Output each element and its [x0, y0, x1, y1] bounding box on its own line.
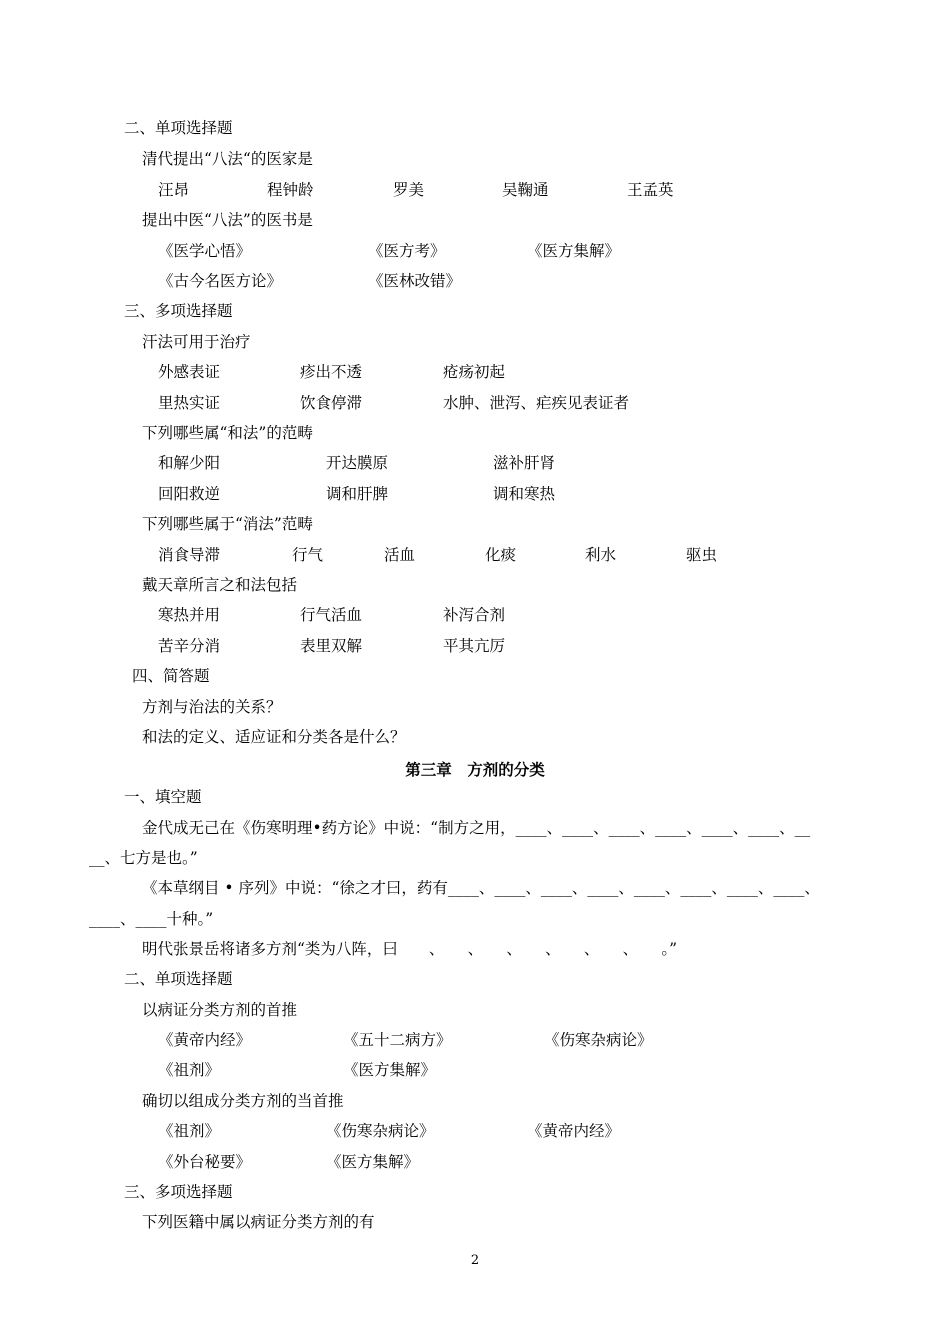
option: 王孟英: [627, 181, 674, 199]
option: 《五十二病方》: [343, 1031, 452, 1049]
option: 回阳救逆: [158, 485, 221, 503]
option: 表里双解: [300, 637, 363, 655]
option: 《医方集解》: [343, 1061, 437, 1079]
section-title-short-answer: 四、简答题: [132, 667, 210, 685]
option: 水肿、泄泻、疟疾见表证者: [443, 394, 630, 412]
option: 苦辛分消: [158, 637, 221, 655]
section-title-single-choice: 二、单项选择题: [124, 119, 233, 137]
option: 调和寒热: [493, 485, 556, 503]
option: 平其亢厉: [443, 637, 506, 655]
short-answer-question: 和法的定义、适应证和分类各是什么？: [142, 728, 406, 746]
question-text: 汗法可用于治疗: [142, 333, 251, 351]
section-title-multiple-choice: 三、多项选择题: [124, 302, 233, 320]
option: 饮食停滞: [300, 394, 363, 412]
fill-blank-question: 《本草纲目 • 序列》中说：“徐之才曰，药有____、____、____、____、____、____、____、____、: [142, 879, 820, 897]
fill-blank-question: 明代张景岳将诸多方剂“类为八阵，曰 、 、 、 、 、 、 。”: [142, 940, 678, 958]
option: 疹出不透: [300, 363, 363, 381]
option: 《祖剂》: [158, 1061, 221, 1079]
option: 《医方考》: [368, 242, 446, 260]
question-text: 清代提出“八法“的医家是: [142, 150, 313, 168]
option: 驱虫: [686, 546, 718, 564]
question-text: 提出中医“八法”的医书是: [142, 211, 313, 229]
question-text: 戴天章所言之和法包括: [142, 576, 298, 594]
option: 罗美: [393, 181, 425, 199]
question-text: 下列医籍中属以病证分类方剂的有: [142, 1213, 375, 1231]
option: 消食导滞: [158, 546, 221, 564]
option: 补泻合剂: [443, 606, 506, 624]
option: 开达膜原: [326, 454, 389, 472]
option: 外感表证: [158, 363, 221, 381]
option: 《医方集解》: [326, 1153, 420, 1171]
option: 《祖剂》: [158, 1122, 221, 1140]
option: 《医方集解》: [527, 242, 621, 260]
option: 化痰: [485, 546, 517, 564]
option: 行气: [292, 546, 324, 564]
fill-blank-question-continued: __、七方是也。”: [89, 849, 198, 867]
option: 《医林改错》: [368, 272, 462, 290]
option: 汪昂: [158, 181, 190, 199]
section-title-multiple-choice: 三、多项选择题: [124, 1183, 233, 1201]
option: 程钟龄: [267, 181, 314, 199]
option: 《黄帝内经》: [158, 1031, 252, 1049]
option: 调和肝脾: [326, 485, 389, 503]
option: 吴鞠通: [502, 181, 549, 199]
option: 《古今名医方论》: [158, 272, 283, 290]
question-text: 下列哪些属“和法”的范畴: [142, 424, 313, 442]
short-answer-question: 方剂与治法的关系？: [142, 698, 282, 716]
chapter-title: 第三章 方剂的分类: [405, 761, 545, 779]
option: 《医学心悟》: [158, 242, 252, 260]
fill-blank-question-continued: ____、____十种。”: [89, 910, 214, 928]
option: 里热实证: [158, 394, 221, 412]
option: 滋补肝肾: [493, 454, 556, 472]
option: 寒热并用: [158, 606, 221, 624]
option: 《黄帝内经》: [527, 1122, 621, 1140]
fill-blank-question: 金代成无己在《伤寒明理•药方论》中说：“制方之用，____、____、____、____、____、____、__: [142, 819, 811, 837]
section-title-single-choice: 二、单项选择题: [124, 970, 233, 988]
option: 利水: [585, 546, 617, 564]
option: 《外台秘要》: [158, 1153, 252, 1171]
question-text: 以病证分类方剂的首推: [142, 1001, 298, 1019]
page-number: 2: [470, 1253, 480, 1268]
section-title-fill-blank: 一、填空题: [124, 788, 202, 806]
option: 《伤寒杂病论》: [544, 1031, 653, 1049]
option: 疮疡初起: [443, 363, 506, 381]
question-text: 确切以组成分类方剂的当首推: [142, 1092, 344, 1110]
question-text: 下列哪些属于“消法”范畴: [142, 515, 313, 533]
option: 活血: [384, 546, 416, 564]
option: 行气活血: [300, 606, 363, 624]
option: 和解少阳: [158, 454, 221, 472]
option: 《伤寒杂病论》: [326, 1122, 435, 1140]
